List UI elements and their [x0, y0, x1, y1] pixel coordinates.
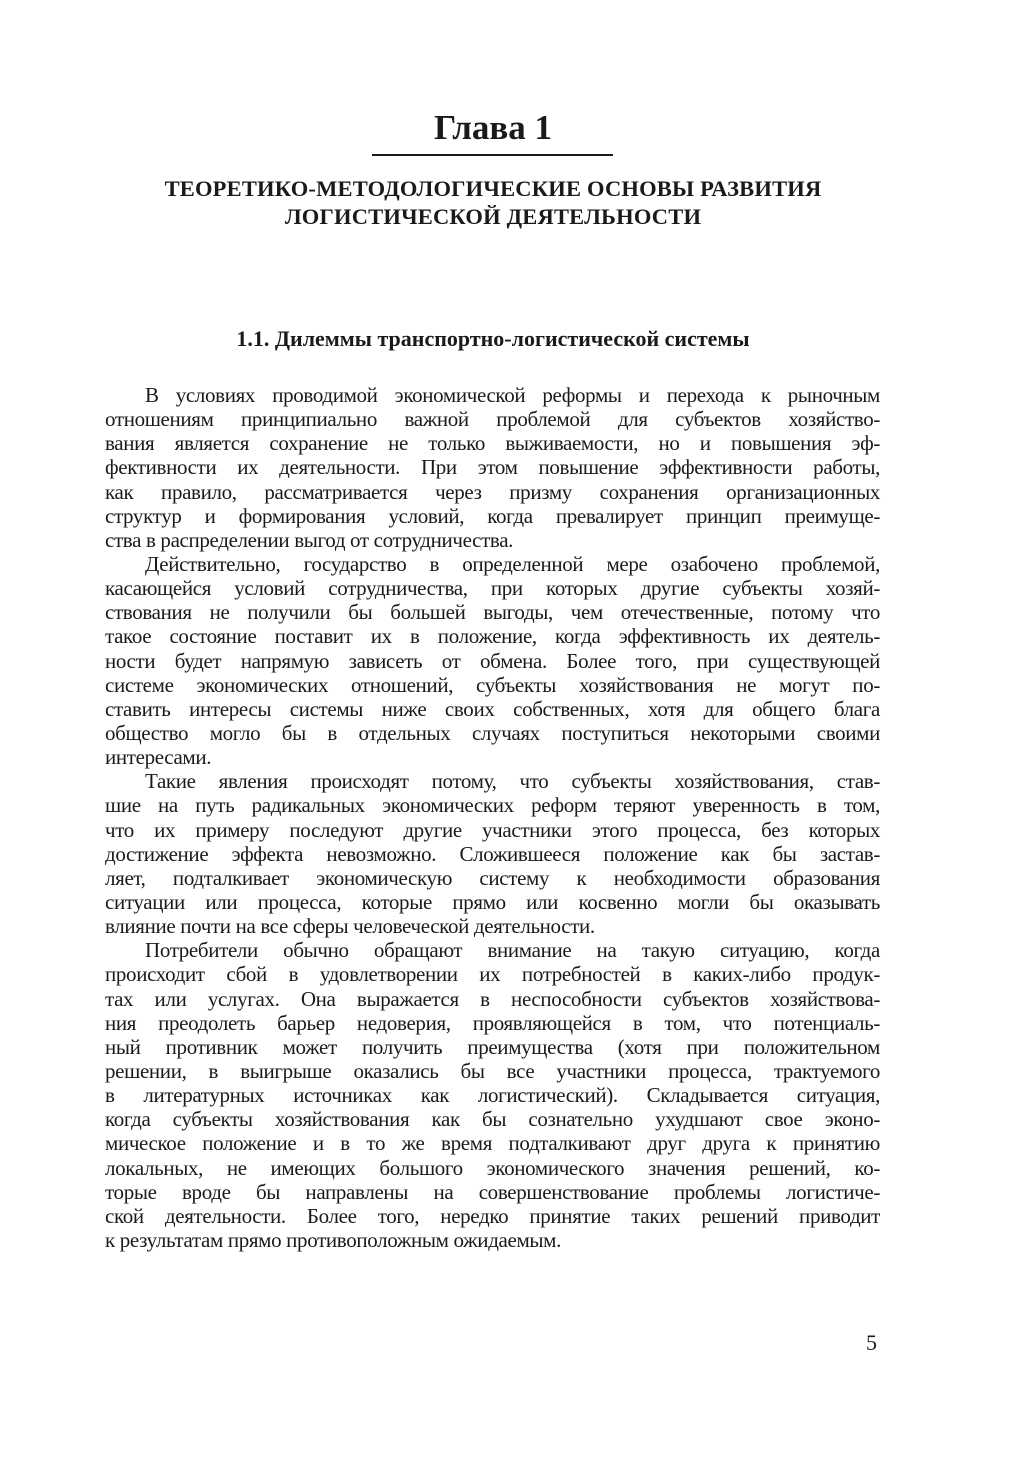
text-line: ствования не получили бы большей выгоды, чем отечественные, потому что [105, 600, 880, 625]
text-line: как правило, рассматривается через призму сохранения организационных [105, 479, 880, 504]
text-line: что их примеру последуют другие участники этого процесса, без которых [105, 817, 880, 842]
chapter-underline [372, 154, 613, 156]
text-line: Такие явления происходят потому, что субъекты хозяйствования, став- [145, 769, 880, 794]
text-line: ситуации или процесса, которые прямо или косвенно могли бы оказывать [105, 889, 880, 914]
paragraph [105, 552, 880, 769]
text-line: торые вроде бы направлены на совершенствование проблемы логистиче- [105, 1179, 880, 1204]
text-line: общество могло бы в отдельных случаях поступиться некоторыми своими [105, 720, 880, 745]
chapter-label: Глава 1 [433, 108, 553, 147]
text-line: тах или услугах. Она выражается в неспособности субъектов хозяйствова- [105, 986, 880, 1011]
text-line: решении, в выигрыше оказались бы все участники процесса, трактуемого [105, 1058, 880, 1083]
paragraph [105, 383, 880, 552]
text-line: когда субъекты хозяйствования как бы сознательно ухудшают свое эконо- [105, 1107, 880, 1132]
text-line: ности будет напрямую зависеть от обмена. Более того, при существующей [105, 648, 880, 673]
chapter-title-line-2: ЛОГИСТИЧЕСКОЙ ДЕЯТЕЛЬНОСТИ [284, 204, 702, 229]
text-line: мическое положение и в то же время подталкивают друг друга к принятию [105, 1131, 880, 1156]
text-line: ния преодолеть барьер недоверия, проявляющейся в том, что потенциаль- [105, 1010, 880, 1035]
text-line: отношениям принципиально важной проблемой для субъектов хозяйство- [105, 407, 880, 432]
text-line: Потребители обычно обращают внимание на такую ситуацию, когда [145, 938, 880, 963]
text-line: к результатам прямо противоположным ожидаемым. [105, 1227, 562, 1252]
page-number: 5 [866, 1330, 877, 1355]
text-line: в литературных источниках как логистический). Складывается ситуация, [105, 1083, 880, 1108]
text-line: локальных, не имеющих большого экономического значения решений, ко- [105, 1155, 880, 1180]
text-line: вания является сохранение не только выживаемости, но и повышения эф- [105, 431, 880, 456]
section-title: 1.1. Дилеммы транспортно-логистической системы [236, 326, 750, 351]
text-line: влияние почти на все сферы человеческой деятельности. [105, 914, 595, 939]
text-line: ный противник может получить преимущества (хотя при положительном [105, 1034, 880, 1059]
text-line: ставить интересы системы ниже своих собственных, хотя для общего блага [105, 696, 880, 721]
text-line: шие на путь радикальных экономических реформ теряют уверенность в том, [105, 793, 880, 818]
text-line: ской деятельности. Более того, нередко принятие таких решений приводит [105, 1203, 880, 1228]
text-line: фективности их деятельности. При этом повышение эффективности работы, [105, 455, 880, 480]
text-line: касающейся условий сотрудничества, при которых другие субъекты хозяй- [105, 576, 880, 601]
body-text [105, 383, 880, 1252]
text-line: ства в распределении выгод от сотрудничества. [105, 527, 514, 552]
text-line: происходит сбой в удовлетворении их потребностей в каких-либо продук- [105, 962, 880, 987]
chapter-title-line-1: ТЕОРЕТИКО-МЕТОДОЛОГИЧЕСКИЕ ОСНОВЫ РАЗВИТИЯ [164, 176, 822, 201]
text-line: структур и формирования условий, когда превалирует принцип преимуще- [105, 503, 880, 528]
text-line: Действительно, государство в определенной мере озабочено проблемой, [145, 551, 880, 576]
text-line: такое состояние поставит их в положение, когда эффективность их деятель- [105, 624, 880, 649]
text-line: интересами. [105, 745, 212, 770]
text-line: ляет, подталкивает экономическую систему к необходимости образования [105, 865, 880, 890]
paragraph [105, 938, 880, 1252]
text-line: В условиях проводимой экономической реформы и перехода к рыночным [145, 383, 880, 407]
text-line: системе экономических отношений, субъекты хозяйствования не могут по- [105, 672, 880, 697]
paragraph [105, 769, 880, 938]
text-line: достижение эффекта невозможно. Сложившееся положение как бы застав- [105, 841, 880, 866]
